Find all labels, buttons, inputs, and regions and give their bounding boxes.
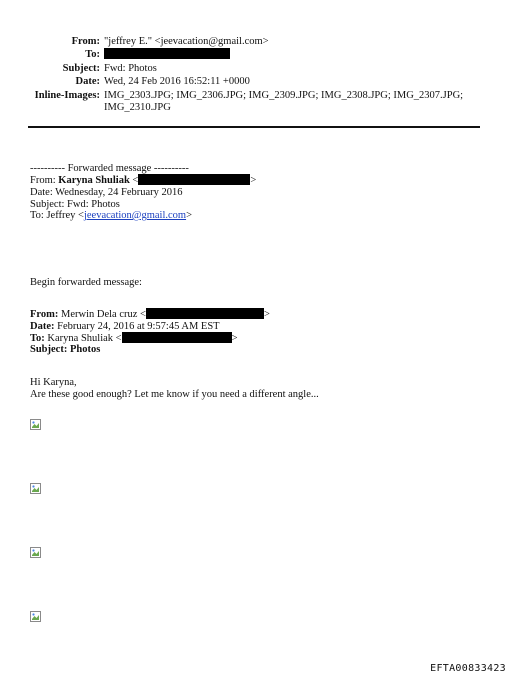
redaction-bar bbox=[146, 308, 264, 319]
inner-from-label: From: bbox=[30, 309, 59, 320]
subject-value: Fwd: Photos bbox=[104, 63, 157, 74]
inner-to-close: > bbox=[231, 333, 238, 344]
body-greeting: Hi Karyna, bbox=[30, 377, 77, 388]
date-value: Wed, 24 Feb 2016 16:52:11 +0000 bbox=[104, 76, 250, 87]
inner-from-close: > bbox=[263, 309, 270, 320]
from-value: "jeffrey E." <jeevacation@gmail.com> bbox=[104, 36, 269, 47]
date-label: Date: bbox=[75, 76, 100, 87]
forwarded-date-line: Date: Wednesday, 24 February 2016 bbox=[30, 187, 183, 198]
subject-label: Subject: bbox=[62, 63, 100, 74]
inner-date-text: February 24, 2016 at 9:57:45 AM EST bbox=[54, 321, 220, 332]
begin-forwarded-label: Begin forwarded message: bbox=[30, 277, 142, 288]
forwarded-subject-line: Subject: Fwd: Photos bbox=[30, 199, 120, 210]
broken-image-icon[interactable] bbox=[30, 611, 41, 622]
forwarded-from-prefix: From: bbox=[30, 175, 59, 186]
broken-image-icon[interactable] bbox=[30, 483, 41, 494]
inline-images-value-line1: IMG_2303.JPG; IMG_2306.JPG; IMG_2309.JPG; IMG_2308.JPG; IMG_2307.JPG; bbox=[104, 90, 464, 101]
to-value bbox=[104, 48, 464, 61]
body-line1: Are these good enough? Let me know if you need a different angle... bbox=[30, 389, 319, 400]
forwarded-from-open: < bbox=[129, 175, 139, 186]
from-label: From: bbox=[71, 36, 100, 47]
forwarded-from-close: > bbox=[250, 175, 257, 186]
inner-to-label: To: bbox=[30, 333, 45, 344]
redaction-bar bbox=[104, 48, 230, 59]
redaction-bar bbox=[138, 174, 250, 185]
to-label: To: bbox=[85, 49, 100, 60]
inner-to-text: Karyna Shuliak < bbox=[44, 333, 122, 344]
document-id: EFTA00833423 bbox=[430, 663, 506, 674]
inline-images-value-line2: IMG_2310.JPG bbox=[104, 102, 171, 113]
inner-subject-line: Subject: Photos bbox=[30, 344, 101, 355]
inline-images-label: Inline-Images: bbox=[34, 90, 100, 101]
header-divider bbox=[28, 126, 480, 128]
broken-image-icon[interactable] bbox=[30, 547, 41, 558]
forwarded-to-email-link[interactable]: jeevacation@gmail.com bbox=[83, 210, 187, 221]
inner-date-label: Date: bbox=[30, 321, 55, 332]
forwarded-to-line bbox=[30, 209, 192, 222]
inner-from-text: Merwin Dela cruz < bbox=[58, 309, 146, 320]
forwarded-to-prefix: To: Jeffrey < bbox=[30, 210, 84, 221]
broken-image-icon[interactable] bbox=[30, 419, 41, 430]
forwarded-from-name: Karyna Shuliak bbox=[58, 175, 130, 186]
forwarded-divider: ---------- Forwarded message ---------- bbox=[30, 163, 189, 174]
redaction-bar bbox=[122, 332, 232, 343]
forwarded-to-close: > bbox=[186, 210, 192, 221]
